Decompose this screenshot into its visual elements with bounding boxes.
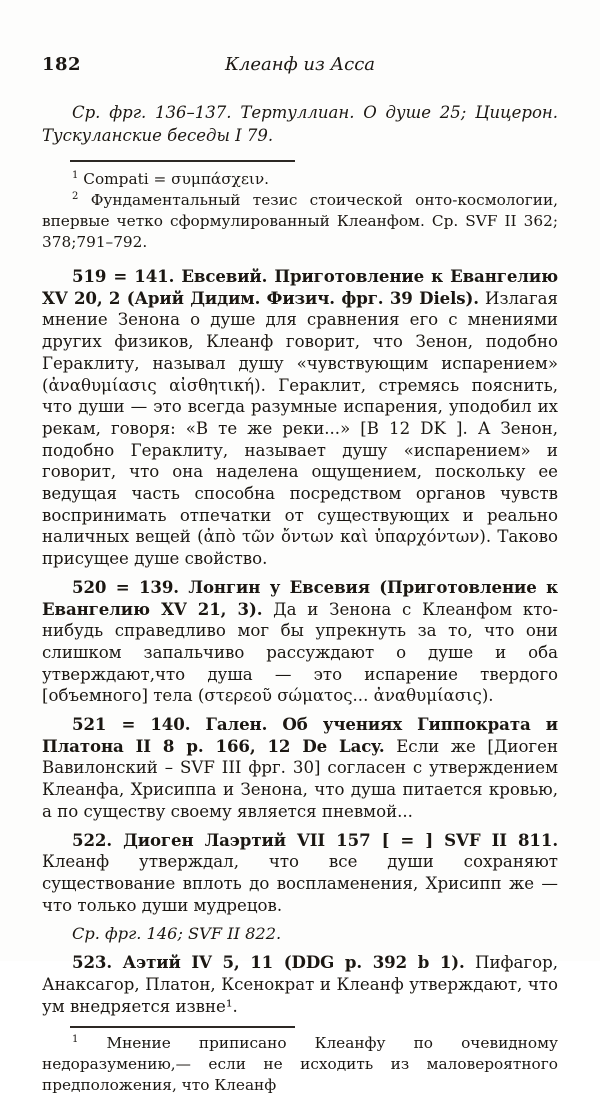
fragment-body: Пифагор, Анаксагор, Платон, Ксенократ и Клеанф утверждают, что ум внедряется извне¹.: [42, 953, 558, 1016]
crossref-paragraph: Ср. фрг. 136–137. Тертуллиан. О душе 25; Цицерон. Тускуланские беседы I 79.: [42, 103, 558, 145]
fragment-body: Если же [Диоген Вавилонский – SVF III фрг. 30] согласен с утверждением Клеанфа, Хрисиппа и Зенона, что душа питается кровью, а по существу своему является пневмой...: [42, 736, 559, 821]
running-head: [42, 54, 558, 78]
footnote-rule-top: [70, 160, 295, 162]
fragment-522-crossref: Ср. фрг. 146; SVF II 822.: [72, 924, 282, 944]
fragment-523: [42, 952, 558, 1017]
footnote-rule-bottom: [70, 1026, 295, 1028]
fragment-520: [42, 577, 558, 707]
fragment-519: [42, 266, 558, 570]
footnote-1: [42, 169, 558, 190]
fragment-522: [42, 830, 558, 917]
footnote-marker: 1: [72, 1034, 79, 1046]
fragment-lead: 519 = 141. Евсевий. Приготовление к Евангелию XV 20, 2 (Арий Дидим. Физич. фрг. 39 Diels).: [42, 266, 558, 308]
fragment-lead: 520 = 139. Лонгин у Евсевия (Приготовление к Евангелию XV 21, 3).: [42, 576, 558, 619]
footnote-marker: 1: [72, 169, 79, 181]
fragments-section: [42, 266, 558, 1017]
fragment-lead: 521 = 140. Гален. Об учениях Гиппократа и Платона II 8 p. 166, 12 De Lacy.: [42, 714, 558, 756]
fragment-body: Излагая мнение Зенона о душе для сравнения его с мнениями других физиков, Клеанф говорит, что Зенон, подобно Гераклиту, называл душу «чувствующим испарением» (ἀναθυμίασις αἰσθητική). Гераклит, стремясь пояснить, что души — это всегда разумные испарения, уподобил их рекам, говоря: «В те же реки...» [B 12 DK ]. А Зенон, подобно Гераклиту, называет душу «испарением» и говорит, что она наделена ощущением, поскольку ее ведущая часть способна посредством органов чувств воспринимать отпечатки от существующих и реально наличных вещей (ἀπὸ τῶν ὄντων καὶ ὑπαρχόντων). Таково присущее душе свойство.: [42, 288, 558, 569]
footnote-2: [42, 190, 558, 253]
page-number: 182: [42, 54, 82, 75]
fragment-lead: 523. Аэтий IV 5, 11 (DDG p. 392 b 1).: [72, 952, 465, 973]
fragment-521: [42, 714, 558, 823]
footnote-marker: 2: [72, 190, 79, 202]
footnote-bottom-1: [42, 1033, 558, 1096]
footnote-text: Мнение приписано Клеанфу по очевидному недоразумению,— если не исходить из маловероятного предположения, что Клеанф: [42, 1034, 558, 1095]
footnote-text: Фундаментальный тезис стоической онто-космологии, впервые четко сформулированный Клеанфом. Ср. SVF II 362; 378;791–792.: [42, 191, 558, 251]
fragment-lead: 522. Диоген Лаэртий VII 157 [ = ] SVF II 811.: [72, 829, 558, 850]
running-title: Клеанф из Асса: [224, 54, 376, 75]
footnote-text: Compati = συμπάσχειν.: [83, 170, 270, 188]
fragment-body: Да и Зенона с Клеанфом кто-нибудь справедливо мог бы упрекнуть за то, что они слишком запальчиво рассуждают о душе и оба утверждают,что душа — это испарение твердого [объемного] тела (στερεοῦ σώματος... ἀναθυμίασις).: [42, 599, 559, 706]
fragment-body: Клеанф утверждал, что все души сохраняют существование вплоть до воспламенения, Хрисипп же — что только души мудрецов.: [42, 852, 558, 915]
